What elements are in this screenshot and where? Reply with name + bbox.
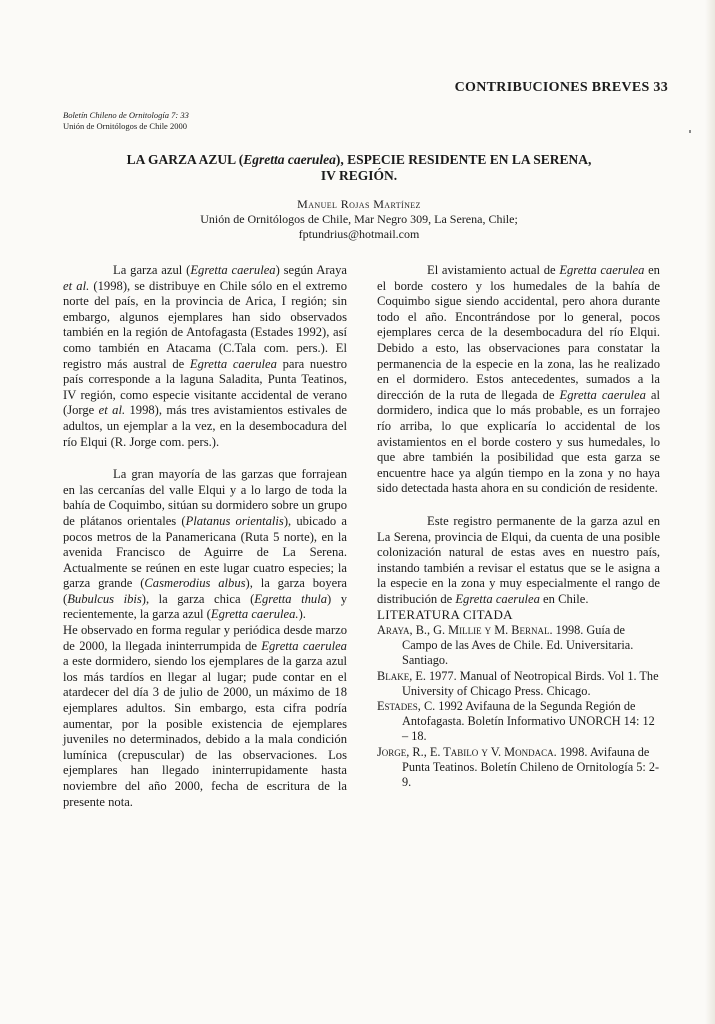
paragraph-5: Este registro permanente de la garza azul en La Serena, provincia de Elqui, da cuenta de una posible colonización natural de estas aves en nuestro país, instando también a revisar el estatus que se le asigna a la especie en la zona y muy especialmente el rango de distribución de Egretta caerulea en Chile. <box>377 513 660 606</box>
author-affiliation: Unión de Ornitólogos de Chile, Mar Negro 309, La Serena, Chile; <box>200 212 518 226</box>
running-head: CONTRIBUCIONES BREVES 33 <box>454 80 668 95</box>
journal-line-2: Unión de Ornitólogos de Chile 2000 <box>63 121 187 131</box>
right-column <box>377 263 660 790</box>
title-text-2: ), ESPECIE RESIDENTE EN LA SERENA, <box>335 152 592 167</box>
author-name: Manuel Rojas Martínez <box>297 197 421 211</box>
journal-citation <box>63 110 189 132</box>
journal-line-1: Boletín Chileno de Ornitología 7: 33 <box>63 110 189 120</box>
article-title <box>60 152 658 184</box>
reference-item: Araya, B., G. Millie y M. Bernal. 1998. Guía de Campo de las Aves de Chile. Ed. Universitaria. Santiago. <box>377 623 634 668</box>
paragraph-3: He observado en forma regular y periódica desde marzo de 2000, la llegada ininterrumpida de Egretta caerulea a este dormidero, siendo los ejemplares de la garza azul los más tardíos en llegar al lugar; pude contar en el atardecer del día 3 de julio de 2000, un máximo de 18 ejemplares adultos. Sin embargo, esta cifra podría aumentar, por la posible existencia de ejemplares juveniles no determinados, debido a la mala condición lumínica (crepuscular) de las observaciones. Los ejemplares han llegado ininterrupidamente hasta noviembre del año 2000, fecha de escritura de la presente nota. <box>63 623 347 809</box>
references-heading: LITERATURA CITADA <box>377 607 513 623</box>
reference-item: Blake, E. 1977. Manual of Neotropical Birds. Vol 1. The University of Chicago Press. Chicago. <box>377 668 659 698</box>
reference-item: Estades, C. 1992 Avifauna de la Segunda Región de Antofagasta. Boletín Informativo UNORCH 14: 12 – 18. <box>377 699 655 744</box>
author-block <box>60 197 658 242</box>
paragraph-1: La garza azul (Egretta caerulea) según Araya et al. (1998), se distribuye en Chile sólo en el extremo norte del país, en la provincia de Arica, I región; sin embargo, algunos ejemplares han sido observados también en la región de Antofagasta (Estades 1992), así como también en Atacama (C.Tala com. pers.). El registro más austral de Egretta caerulea para nuestro país corresponde a la laguna Saladita, Punta Teatinos, IV región, como especie visitante accidental de verano (Jorge et al. 1998), más tres avistamientos estivales de adultos, un ejemplar a la vez, en la desembocadura del río Elqui (R. Jorge com. pers.). <box>63 263 347 449</box>
title-text-1: LA GARZA AZUL ( <box>126 152 244 167</box>
title-line-2: IV REGIÓN. <box>320 168 398 183</box>
scan-speck <box>689 130 691 133</box>
paragraph-4: El avistamiento actual de Egretta caerulea en el borde costero y los humedales de la bahía de Coquimbo sigue siendo accidental, pero ahora durante todo el año. Encontrándose por lo general, pocos ejemplares cerca de la desembocadura del río Elqui. Debido a esto, las observaciones para constatar la permanencia de la especie en la zona, las he realizado en el dormidero. Estos antecedentes, sumados a la dirección de la ruta de llegada de Egretta caerulea al dormidero, indica que lo más probable, es un forrajeo río arriba, lo que explicaría lo accidental de los avistamientos en el borde costero y sus humedales, lo que abre también la posibilidad que esta garza se encuentre hace ya algún tiempo en la zona y no haya sido detectada hasta ahora en su condición de residente. <box>377 263 660 496</box>
left-column <box>63 263 347 810</box>
paragraph-2: La gran mayoría de las garzas que forrajean en las cercanías del valle Elqui y a lo largo de toda la bahía de Coquimbo, sitúan su dormidero sobre un grupo de plátanos orientales (Platanus orientalis), ubicado a pocos metros de la Panamericana (Ruta 5 norte), en la avenida Francisco de Aguirre de La Serena. Actualmente se reúnen en este lugar cuatro especies; la garza grande (Casmerodius albus), la garza boyera (Bubulcus ibis), la garza chica (Egretta thula) y recientemente, la garza azul (Egretta caerulea.). <box>63 467 348 622</box>
page-edge-shadow <box>705 0 715 1024</box>
author-email: fptundrius@hotmail.com <box>298 227 420 241</box>
title-species: Egretta caerulea <box>243 152 336 167</box>
reference-item: Jorge, R., E. Tabilo y V. Mondaca. 1998. Avifauna de Punta Teatinos. Boletín Chileno de Ornitología 5: 2-9. <box>377 744 660 790</box>
